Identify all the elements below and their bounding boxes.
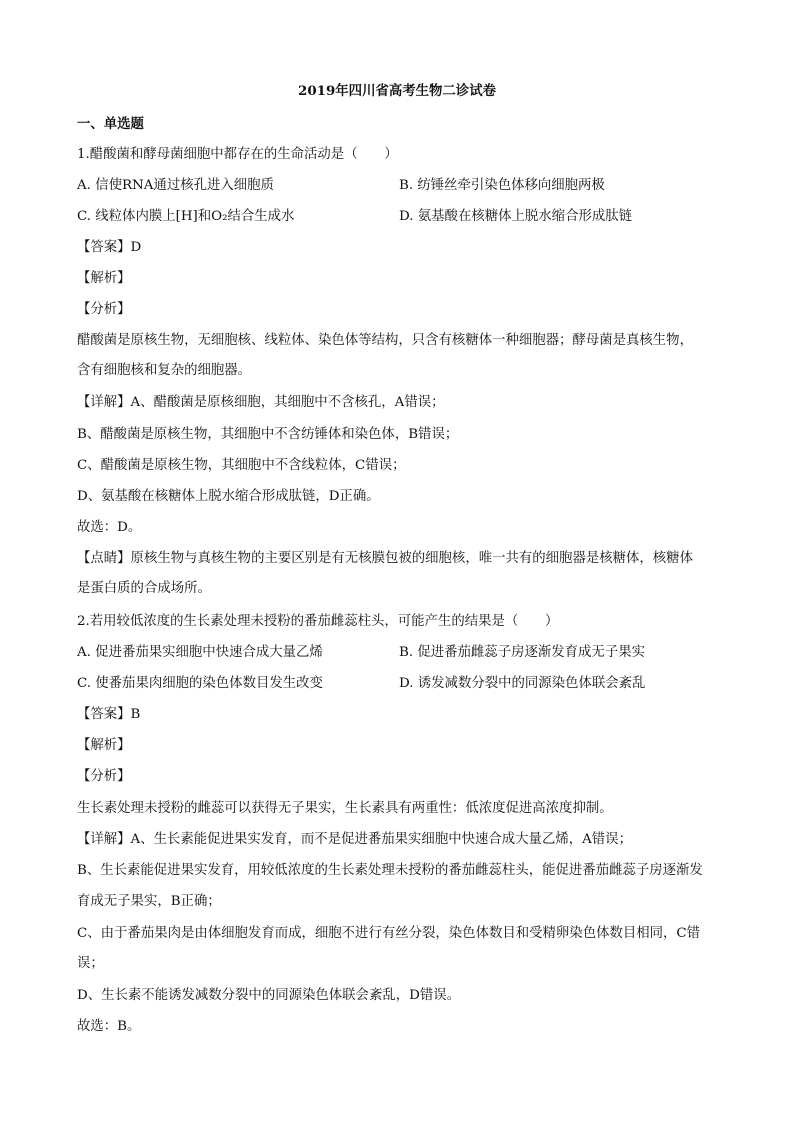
section-heading: 一、单选题 — [77, 116, 144, 132]
page-title: 2019年四川省高考生物二诊试卷 — [298, 83, 496, 99]
question-1-analysis-line-2: 含有细胞核和复杂的细胞器。 — [77, 363, 252, 378]
question-2-explanation-label: 【解析】 — [77, 738, 131, 753]
question-2-answer: 【答案】B — [77, 707, 141, 722]
question-1-answer: 【答案】D — [77, 240, 142, 255]
question-1-option-d: D. 氨基酸在核糖体上脱水缩合形成肽链 — [399, 209, 633, 224]
question-1-detail-b: B、醋酸菌是原核生物，其细胞中不含纺锤体和染色体，B错误； — [77, 427, 459, 442]
question-2-detail-c-line-1: C、由于番茄果肉是由体细胞发育而成，细胞不进行有丝分裂，染色体数目和受精卵染色体数目相同，C错 — [77, 926, 701, 941]
question-2-option-d: D. 诱发减数分裂中的同源染色体联会紊乱 — [399, 676, 646, 691]
question-1-explanation-label: 【解析】 — [77, 271, 131, 286]
question-1-comment-line-2: 是蛋白质的合成场所。 — [77, 581, 211, 596]
question-1-analysis-line-1: 醋酸菌是原核生物，无细胞核、线粒体、染色体等结构，只含有核糖体一种细胞器；酵母菌是真核生物， — [77, 333, 693, 348]
question-1-detail-c: C、醋酸菌是原核生物，其细胞中不含线粒体，C错误； — [77, 458, 406, 473]
question-2-detail-b-line-1: B、生长素能促进果实发育，用较低浓度的生长素处理未授粉的番茄雌蕊柱头，能促进番茄雌蕊子房逐渐发 — [77, 863, 703, 878]
question-1-analysis-label: 【分析】 — [77, 302, 131, 317]
question-2-option-b: B. 促进番茄雌蕊子房逐渐发育成无子果实 — [399, 645, 645, 660]
question-2-detail-a: 【详解】A、生长素能促进果实发育，而不是促进番茄果实细胞中快速合成大量乙烯，A错误； — [77, 832, 632, 847]
question-1-detail-d: D、氨基酸在核糖体上脱水缩合形成肽链，D正确。 — [77, 489, 380, 504]
question-1-conclusion: 故选：D。 — [77, 520, 142, 535]
question-1-stem: 1.醋酸菌和酵母菌细胞中都存在的生命活动是（ ） — [77, 147, 398, 162]
question-1-option-c: C. 线粒体内膜上[H]和O₂结合生成水 — [77, 209, 295, 224]
question-2-analysis-label: 【分析】 — [77, 769, 131, 784]
question-1-option-a: A. 信使RNA通过核孔进入细胞质 — [77, 178, 274, 193]
question-2-stem: 2.若用较低浓度的生长素处理未授粉的番茄雌蕊柱头，可能产生的结果是（ ） — [77, 614, 559, 629]
question-2-detail-b-line-2: 育成无子果实，B正确； — [77, 894, 221, 909]
question-2-option-c: C. 使番茄果肉细胞的染色体数目发生改变 — [77, 676, 323, 691]
question-2-option-a: A. 促进番茄果实细胞中快速合成大量乙烯 — [77, 645, 323, 660]
question-2-analysis-line-1: 生长素处理未授粉的雌蕊可以获得无子果实，生长素具有两重性：低浓度促进高浓度抑制。 — [77, 801, 613, 816]
question-2-detail-c-line-2: 误； — [77, 956, 104, 971]
question-1-detail-a: 【详解】A、醋酸菌是原核细胞，其细胞中不含核孔，A错误； — [77, 395, 445, 410]
question-1-option-b: B. 纺锤丝牵引染色体移向细胞两极 — [399, 178, 605, 193]
question-2-conclusion: 故选：B。 — [77, 1019, 141, 1034]
question-2-detail-d: D、生长素不能诱发减数分裂中的同源染色体联会紊乱，D错误。 — [77, 988, 461, 1003]
question-1-comment-line-1: 【点睛】原核生物与真核生物的主要区别是有无核膜包被的细胞核，唯一共有的细胞器是核糖体，核糖体 — [77, 551, 693, 566]
